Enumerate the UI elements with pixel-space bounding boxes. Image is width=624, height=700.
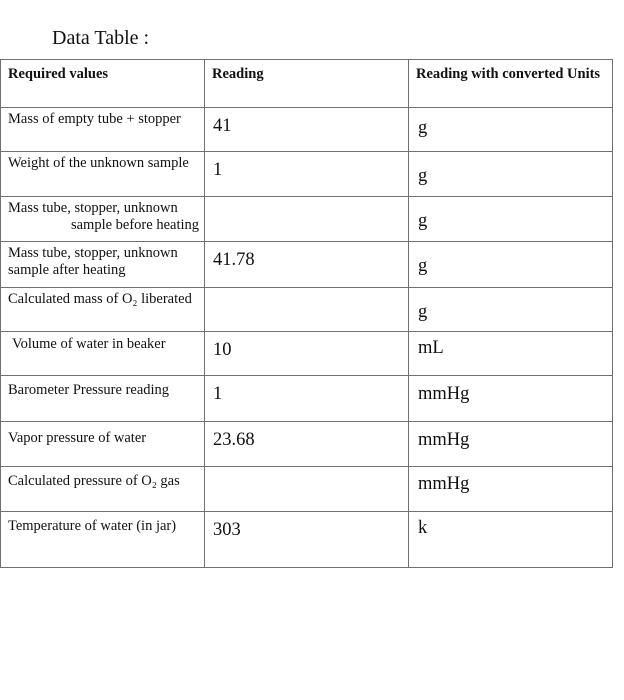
unit-cell[interactable]: mmHg (409, 467, 613, 512)
row-label: Vapor pressure of water (1, 422, 205, 467)
table-row (1, 467, 613, 512)
row-label: Volume of water in beaker (1, 332, 205, 376)
column-header-converted-units: Reading with converted Units (409, 60, 613, 108)
row-label-line1: Mass tube, stopper, unknown (8, 200, 178, 216)
row-label: Temperature of water (in jar) (1, 512, 205, 568)
reading-cell[interactable]: 41.78 (205, 242, 409, 288)
reading-cell[interactable] (205, 197, 409, 242)
row-label (1, 197, 205, 242)
unit-cell[interactable]: k (409, 512, 613, 568)
table-row (1, 512, 613, 568)
table-row (1, 288, 613, 332)
column-header-required-values: Required values (1, 60, 205, 108)
unit-cell[interactable]: mmHg (409, 422, 613, 467)
unit-cell[interactable]: g (409, 288, 613, 332)
table-row (1, 197, 613, 242)
reading-cell[interactable]: 303 (205, 512, 409, 568)
page-title: Data Table : (52, 27, 150, 49)
row-label: Calculated mass of O₂ liberated (1, 288, 205, 332)
reading-cell[interactable]: 10 (205, 332, 409, 376)
table-row (1, 376, 613, 422)
reading-cell[interactable]: 1 (205, 376, 409, 422)
table-row (1, 152, 613, 197)
reading-cell[interactable]: 41 (205, 108, 409, 152)
row-label: Calculated pressure of O₂ gas (1, 467, 205, 512)
column-header-reading: Reading (205, 60, 409, 108)
row-label: Weight of the unknown sample (1, 152, 205, 197)
unit-cell[interactable]: g (409, 108, 613, 152)
reading-cell[interactable]: 1 (205, 152, 409, 197)
unit-cell[interactable]: g (409, 152, 613, 197)
reading-cell[interactable]: 23.68 (205, 422, 409, 467)
reading-cell[interactable] (205, 288, 409, 332)
row-label: Mass of empty tube + stopper (1, 108, 205, 152)
row-label: Barometer Pressure reading (1, 376, 205, 422)
unit-cell[interactable]: mL (409, 332, 613, 376)
header-row (1, 60, 613, 108)
unit-cell[interactable]: mmHg (409, 376, 613, 422)
table-row (1, 108, 613, 152)
unit-cell[interactable]: g (409, 242, 613, 288)
reading-cell[interactable] (205, 467, 409, 512)
table-row (1, 422, 613, 467)
table-row (1, 242, 613, 288)
row-label-line2: sample before heating (70, 217, 199, 233)
row-label: Mass tube, stopper, unknown sample after heating (1, 242, 205, 288)
table-row (1, 332, 613, 376)
data-table (0, 59, 613, 568)
unit-cell[interactable]: g (409, 197, 613, 242)
